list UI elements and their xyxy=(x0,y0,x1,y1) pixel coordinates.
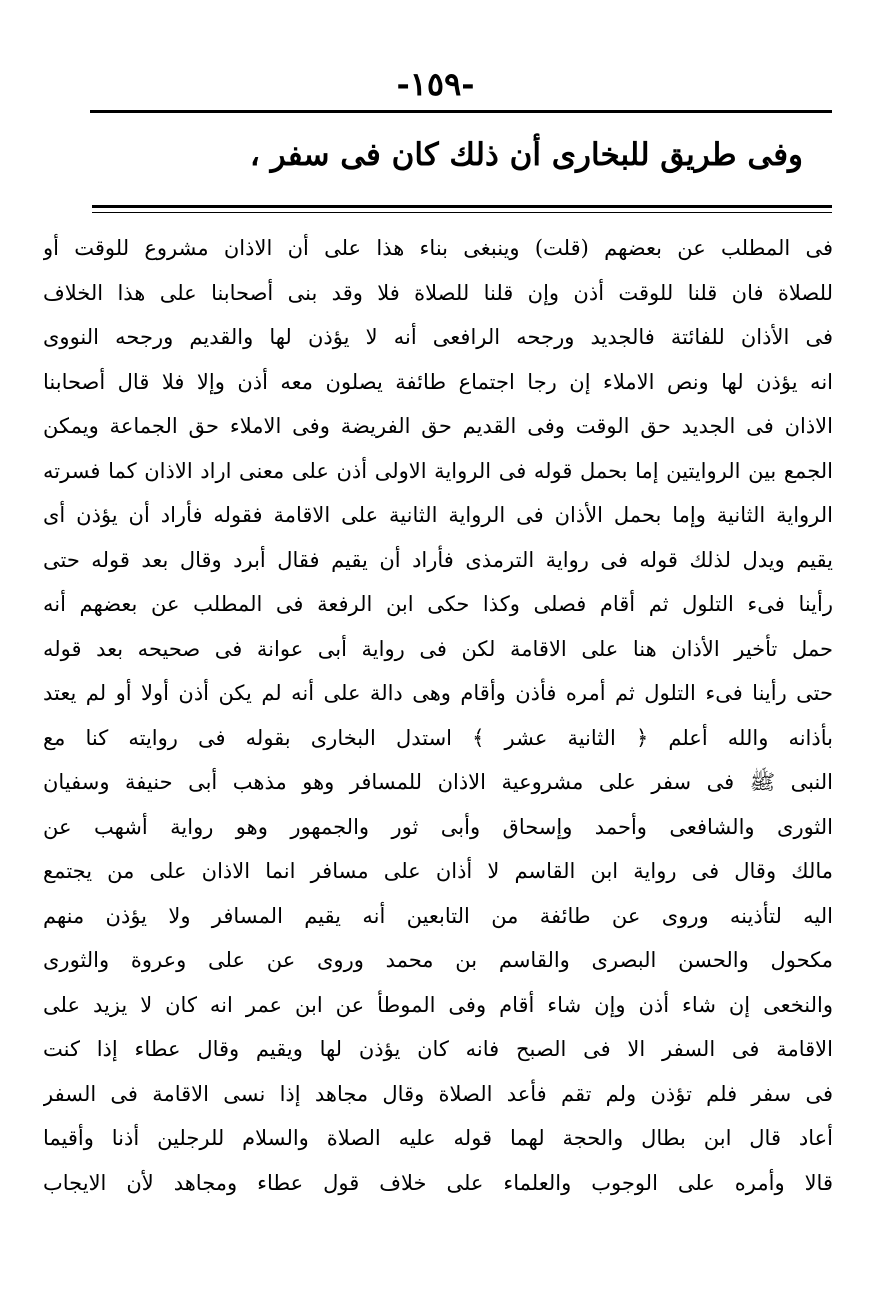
commentary-line: الجمع بين الروايتين إما بحمل قوله فى الرواية الاولى أذن على معنى اراد الاذان كما فسرته xyxy=(43,458,833,483)
commentary-line: انه يؤذن لها ونص الاملاء إن رجا اجتماع طائفة يصلون معه أذن وإلا فلا قال أصحابنا xyxy=(43,369,833,394)
commentary-line: الرواية الثانية وإما بحمل الأذان فى الرواية الثانية على الاقامة فقوله فأراد أن يؤذن أى xyxy=(43,503,833,527)
commentary-text xyxy=(43,226,833,1205)
commentary-line: يقيم ويدل لذلك قوله فى رواية الترمذى فأراد أن يقيم فقال أبرد وقال بعد قوله حتى xyxy=(43,547,833,572)
commentary-line: مكحول والحسن البصرى والقاسم بن محمد وروى عن على وعروة والثورى xyxy=(43,948,833,972)
commentary-line: رأينا فىء التلول ثم أقام فصلى وكذا حكى ابن الرفعة فى المطلب عن بعضهم أنه xyxy=(43,592,833,616)
commentary-line: فى سفر فلم تؤذن ولم تقم فأعد الصلاة وقال مجاهد إذا نسى الاقامة فى السفر xyxy=(43,1081,833,1106)
hadith-text: وفى طريق للبخارى أن ذلك كان فى سفر ، xyxy=(249,137,803,173)
section-divider-thick xyxy=(92,205,832,208)
commentary-line: فى الأذان للفائتة فالجديد ورجحه الرافعى أنه لا يؤذن لها والقديم ورجحه النووى xyxy=(43,325,833,349)
commentary-line: مالك وقال فى رواية ابن القاسم لا أذان على مسافر انما الاذان على من يجتمع xyxy=(43,859,833,883)
page-number: -١٥٩- xyxy=(396,65,475,103)
commentary-line: الاقامة فى السفر الا فى الصبح فانه كان يؤذن لها ويقيم وقال عطاء إذا كنت xyxy=(43,1037,833,1061)
commentary-line: فى المطلب عن بعضهم (قلت) وينبغى بناء هذا على أن الاذان مشروع للوقت أو xyxy=(43,236,833,260)
commentary-line: حتى رأينا فىء التلول ثم أمره فأذن وأقام وهى دالة على أنه لم يكن أذن أولا أو لم يعتد xyxy=(43,681,833,705)
section-divider-thin xyxy=(92,212,832,213)
commentary-line: الاذان فى الجديد حق الوقت وفى القديم حق الفريضة وفى الاملاء حق الجماعة ويمكن xyxy=(43,414,833,438)
commentary-line: الثورى والشافعى وأحمد وإسحاق وأبى ثور والجمهور وهو رواية أشهب عن xyxy=(43,814,833,839)
commentary-line: اليه لتأذينه وروى عن طائفة من التابعين أنه يقيم المسافر ولا يؤذن منهم xyxy=(43,903,833,928)
header-rule xyxy=(90,110,832,113)
commentary-line: أعاد قال ابن بطال والحجة لهما قوله عليه الصلاة والسلام للرجلين أذنا وأقيما xyxy=(43,1126,833,1150)
commentary-line: والنخعى إن شاء أذن وإن شاء أقام وفى الموطأ عن ابن عمر انه كان لا يزيد على xyxy=(43,992,833,1017)
commentary-line: قالا وأمره على الوجوب والعلماء على خلاف قول عطاء ومجاهد لأن الايجاب xyxy=(43,1170,833,1195)
commentary-line: النبى ﷺ فى سفر على مشروعية الاذان للمسافر وهو مذهب أبى حنيفة وسفيان xyxy=(43,770,833,794)
commentary-line: حمل تأخير الأذان هنا على الاقامة لكن فى رواية أبى عوانة فى صحيحه بعد قوله xyxy=(43,636,833,661)
commentary-line: بأذانه والله أعلم ﴿ الثانية عشر ﴾ استدل البخارى بقوله فى روايته كنا مع xyxy=(43,725,833,750)
commentary-line: للصلاة فان قلنا للوقت أذن وإن قلنا للصلاة فلا وقد بنى أصحابنا على هذا الخلاف xyxy=(43,280,833,305)
